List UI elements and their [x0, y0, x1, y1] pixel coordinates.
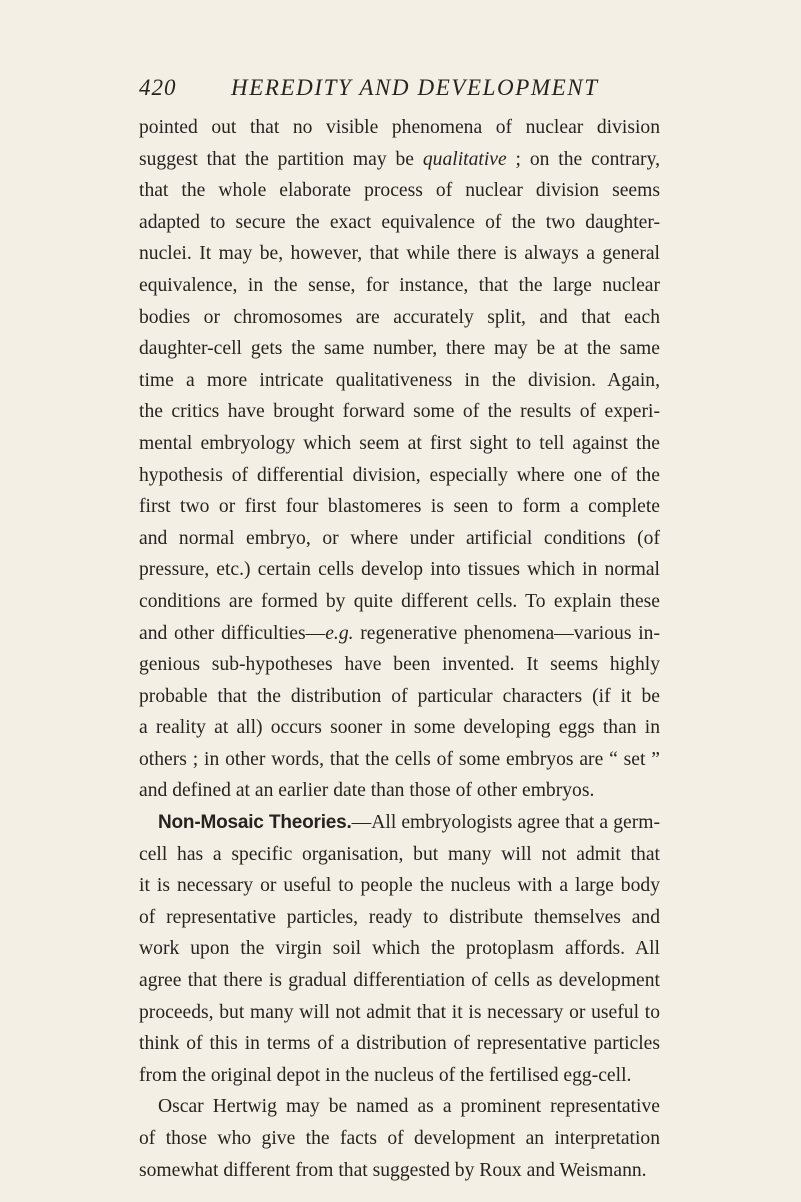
line-text: ; on the contrary,	[506, 148, 660, 170]
text-line: agree that there is gradual differentiation of cells as development	[139, 970, 660, 992]
text-line: genious sub-hypotheses have been invented. It seems highly	[139, 654, 660, 676]
text-line: Oscar Hertwig may be named as a prominent representative	[158, 1096, 660, 1118]
text-line: first two or first four blastomeres is seen to form a complete	[139, 496, 660, 518]
section-heading: Non-Mosaic Theories.	[158, 812, 352, 834]
text-line: of those who give the facts of development an interpretation	[139, 1128, 660, 1149]
text-line: proceeds, but many will not admit that it is necessary or useful to	[139, 1001, 660, 1023]
text-line: bodies or chromosomes are accurately split, and that each	[139, 306, 660, 328]
text-line: that the whole elaborate process of nuclear division seems	[139, 180, 660, 202]
text-line: the critics have brought forward some of the results of experi-	[139, 401, 660, 423]
text-line: from the original depot in the nucleus of the fertilised egg-cell.	[139, 1064, 632, 1086]
text-line: equivalence, in the sense, for instance, that the large nuclear	[139, 274, 660, 296]
line-text: regenerative phenomena—various in-	[353, 622, 660, 644]
page-number: 420	[139, 75, 177, 100]
italic-term: qualitative	[422, 148, 507, 170]
text-line: daughter-cell gets the same number, there may be at the same	[139, 338, 660, 360]
running-title: HEREDITY AND DEVELOPMENT	[231, 75, 599, 100]
text-line: others ; in other words, that the cells of some embryos are “ set ”	[139, 748, 660, 770]
text-line: nuclei. It may be, however, that while there is always a general	[139, 243, 660, 265]
text-line: it is necessary or useful to people the nucleus with a large body	[139, 875, 660, 897]
text-line: hypothesis of differential division, especially where one of the	[139, 464, 660, 486]
text-line: pointed out that no visible phenomena of nuclear division	[139, 117, 660, 138]
text-line: conditions are formed by quite different cells. To explain these	[139, 590, 660, 612]
text-line: and normal embryo, or where under artificial conditions (of	[139, 527, 660, 549]
text-line: cell has a specific organisation, but many will not admit that	[139, 843, 660, 865]
text-line: somewhat different from that suggested by Roux and Weismann.	[139, 1159, 647, 1181]
text-line: probable that the distribution of particular characters (if it be	[139, 685, 660, 707]
text-line	[139, 618, 660, 650]
text-line: pressure, etc.) certain cells develop into tissues which in normal	[139, 559, 660, 581]
text-line: think of this in terms of a distribution of representative particles	[139, 1033, 660, 1055]
text-line: and defined at an earlier date than those of other embryos.	[139, 780, 595, 802]
running-header	[139, 75, 659, 105]
text-line: mental embryology which seem at first sight to tell against the	[139, 432, 660, 454]
line-text: —All embryologists agree that a germ-	[351, 812, 660, 834]
text-line: adapted to secure the exact equivalence of the two daughter-	[139, 211, 660, 233]
text-line: of representative particles, ready to distribute themselves and	[139, 906, 660, 928]
text-line	[139, 144, 660, 176]
line-text: suggest that the partition may be	[139, 148, 423, 170]
text-line: work upon the virgin soil which the protoplasm affords. All	[139, 938, 660, 960]
text-line: time a more intricate qualitativeness in the division. Again,	[139, 369, 660, 391]
body-text	[139, 112, 660, 1186]
text-line	[139, 807, 660, 839]
italic-term: e.g.	[325, 622, 354, 644]
line-text: and other difficulties—	[139, 622, 326, 644]
text-line: a reality at all) occurs sooner in some developing eggs than in	[139, 717, 660, 739]
